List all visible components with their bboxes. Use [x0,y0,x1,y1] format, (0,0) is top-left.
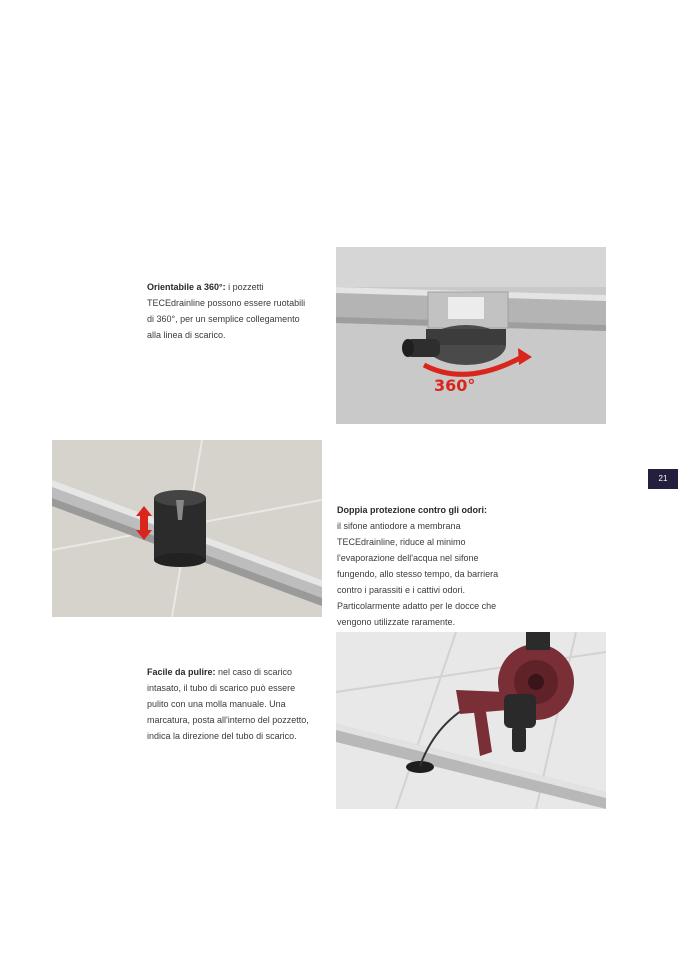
line: pulito con una molla manuale. Una [147,699,286,709]
text-block-rotation [147,279,327,343]
line: Particolarmente adatto per le docce che [337,601,497,611]
page-number-tab: 21 [648,469,678,489]
line: fungendo, allo stesso tempo, da barriera [337,569,499,579]
line: il sifone antiodore a membrana [337,521,461,531]
line: TECEdrainline possono essere ruotabili [147,298,306,308]
heading-odor: Doppia protezione contro gli odori: [337,505,487,515]
line: di 360°, per un semplice collegamento [147,314,300,324]
rotation-label: 360° [434,376,476,395]
line: intasato, il tubo di scarico può essere [147,683,296,693]
line: vengono utilizzate raramente. [337,617,456,627]
line: nel caso di scarico [215,667,293,677]
photo-rotation-360 [336,247,606,424]
text-block-cleaning [147,664,327,744]
line: l'evaporazione dell'acqua nel sifone [337,553,479,563]
line: i pozzetti [225,282,264,292]
text-block-odor [337,502,527,630]
line: alla linea di scarico. [147,330,226,340]
line: contro i parassiti e i cattivi odori. [337,585,466,595]
heading-rotation: Orientabile a 360°: [147,282,226,292]
line: marcatura, posta all'interno del pozzetto, [147,715,309,725]
line: TECEdrainline, riduce al minimo [337,537,466,547]
photo-odor-trap [52,440,322,617]
photo-drain-cleaning [336,632,606,809]
heading-cleaning: Facile da pulire: [147,667,216,677]
line: indica la direzione del tubo di scarico. [147,731,297,741]
